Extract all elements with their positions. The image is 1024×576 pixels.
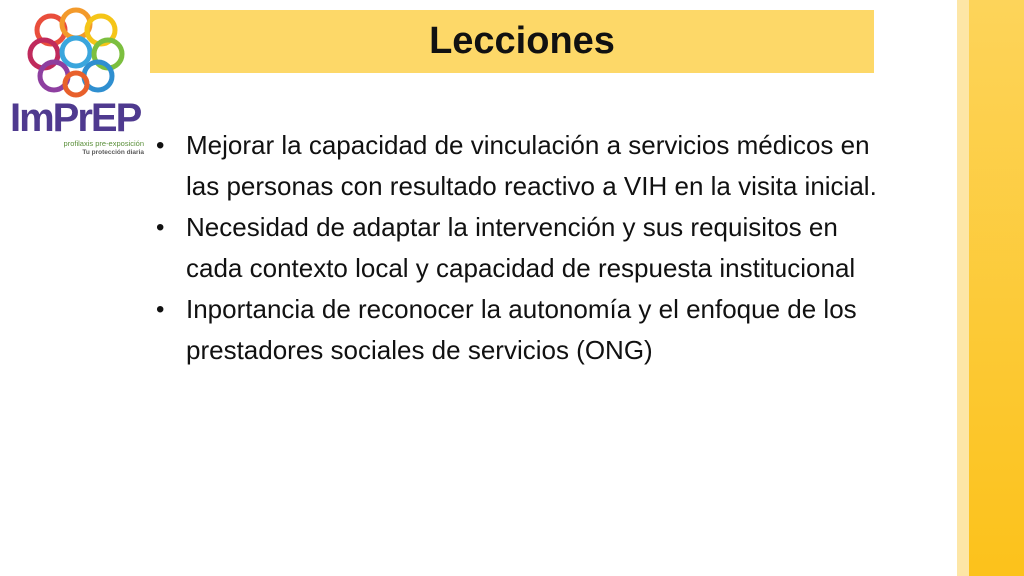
bullet-item [150,125,880,207]
side-stripe [969,0,1024,576]
bullet-text: Mejorar la capacidad de vinculación a servicios médicos en las personas con resultado reactivo a VIH en la visita inicial. [186,130,877,201]
bullet-list [150,125,880,371]
logo-subtitle: profilaxis pre-exposición [63,139,144,148]
slide-title: Lecciones [429,20,615,62]
title-bar [150,10,874,73]
side-stripe-light [957,0,969,576]
bullet-icon: • [156,296,165,323]
bullet-item [150,207,880,289]
imprep-logo [6,6,152,176]
bullet-item [150,289,880,371]
bullet-text: Inportancia de reconocer la autonomía y el enfoque de los prestadores sociales de servicios (ONG) [186,294,857,365]
logo-emblem-icon [6,6,152,98]
logo-wordmark: ImPrEP [10,96,141,140]
bullet-icon: • [156,132,165,159]
bullet-text: Necesidad de adaptar la intervención y sus requisitos en cada contexto local y capacidad de respuesta institucional [186,212,856,283]
bullet-icon: • [156,214,165,241]
logo-tagline: Tu protección diaria [82,149,144,156]
